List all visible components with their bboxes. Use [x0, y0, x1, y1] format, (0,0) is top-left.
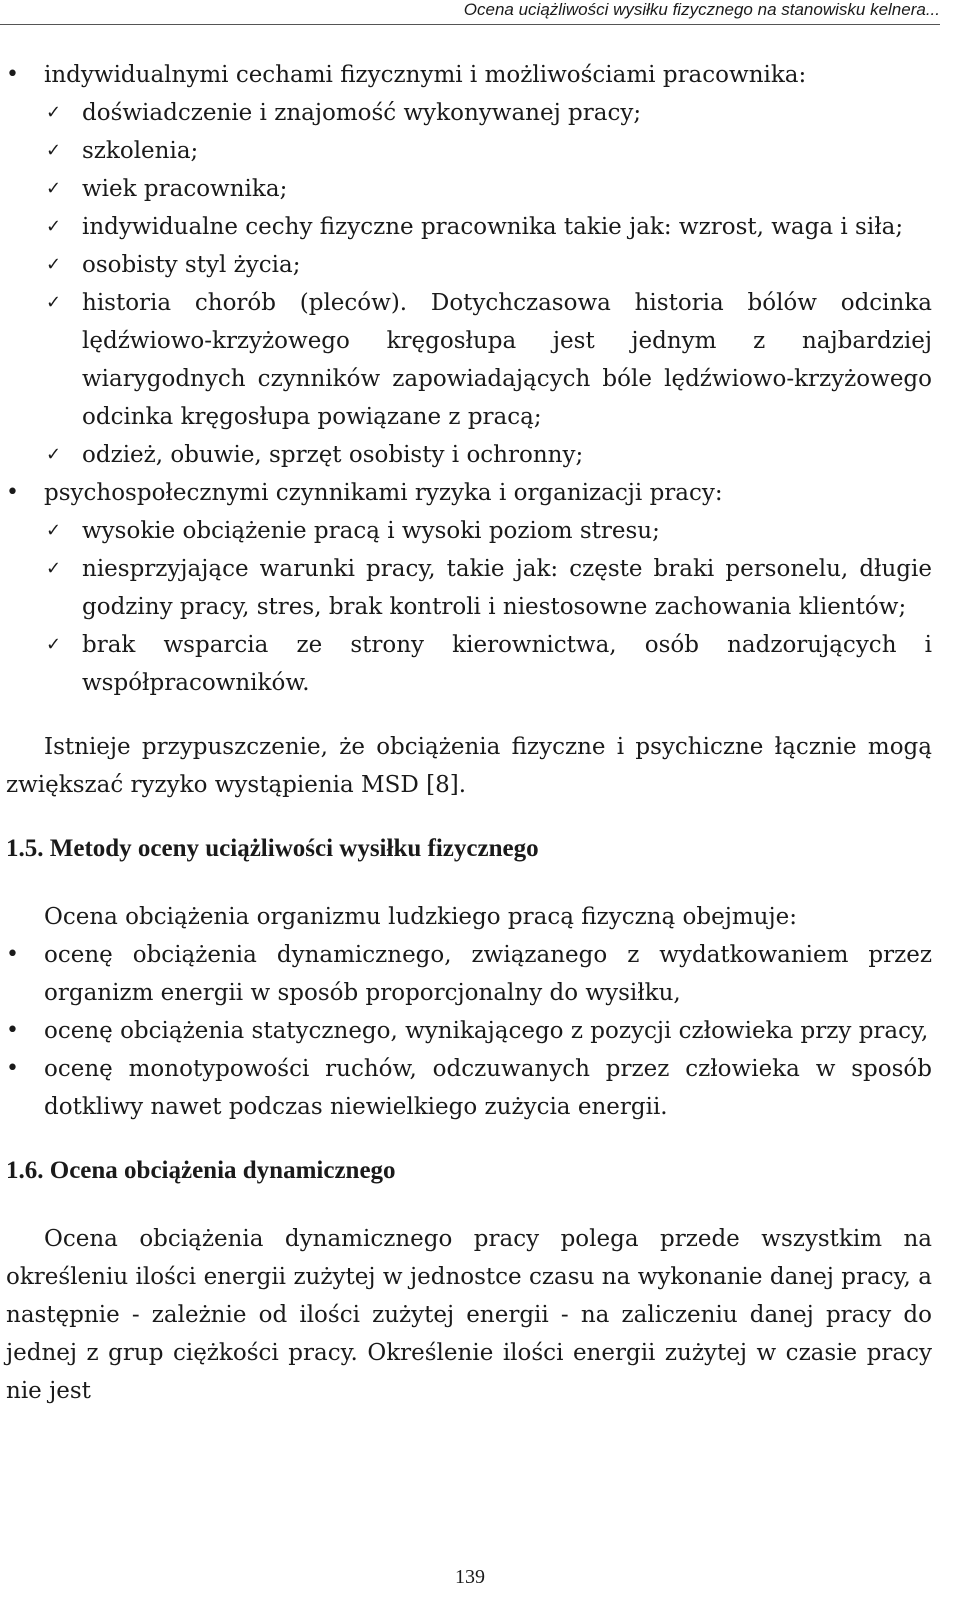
- bullet-icon: •: [6, 1018, 19, 1043]
- list-item: [6, 936, 932, 1012]
- list-item-text: odzież, obuwie, sprzęt osobisty i ochronny;: [82, 442, 584, 468]
- list-item: [6, 170, 932, 208]
- checkmark-icon: ✓: [46, 292, 62, 313]
- section-heading: 1.5. Metody oceny uciążliwości wysiłku fizycznego: [6, 835, 539, 862]
- list-item: [6, 1012, 932, 1050]
- checkmark-icon: ✓: [46, 520, 62, 541]
- list-item-text: wysokie obciążenie pracą i wysoki poziom stresu;: [82, 518, 660, 544]
- list-item: [6, 512, 932, 550]
- list-item: [6, 208, 932, 246]
- list-item-text: brak wsparcia ze strony kierownictwa, osób nadzorujących i współpracowników.: [82, 632, 932, 696]
- list-item-text: osobisty styl życia;: [82, 252, 301, 278]
- checkmark-icon: ✓: [46, 140, 62, 161]
- list-item-text: szkolenia;: [82, 138, 199, 164]
- assessment-list: [6, 936, 932, 1126]
- list-item: [6, 1050, 932, 1126]
- list-item-text: niesprzyjające warunki pracy, takie jak: częste braki personelu, długie godziny pracy, stres, brak kontroli i niestosowne zachowania klientów;: [82, 556, 932, 620]
- paragraph: Ocena obciążenia organizmu ludzkiego pracą fizyczną obejmuje:: [44, 904, 797, 930]
- list-item: [6, 56, 932, 94]
- list-item: [6, 132, 932, 170]
- list-item-text: indywidualne cechy fizyczne pracownika takie jak: wzrost, waga i siła;: [82, 214, 904, 240]
- bullet-icon: •: [6, 480, 19, 505]
- checkmark-icon: ✓: [46, 254, 62, 275]
- list-item-text: doświadczenie i znajomość wykonywanej pracy;: [82, 100, 642, 126]
- list-item-text: wiek pracownika;: [82, 176, 288, 202]
- list-item: [6, 284, 932, 436]
- checkmark-icon: ✓: [46, 216, 62, 237]
- page-body: [6, 56, 932, 1410]
- checkmark-icon: ✓: [46, 444, 62, 465]
- list-item: [6, 436, 932, 474]
- list-item-text: ocenę obciążenia dynamicznego, związanego z wydatkowaniem przez organizm energii w sposób proporcjonalny do wysiłku,: [44, 942, 932, 1006]
- checkmark-icon: ✓: [46, 102, 62, 123]
- list-item-text: ocenę monotypowości ruchów, odczuwanych przez człowieka w sposób dotkliwy nawet podczas niewielkiego zużycia energii.: [44, 1056, 932, 1120]
- list-item-text: ocenę obciążenia statycznego, wynikającego z pozycji człowieka przy pracy,: [44, 1018, 929, 1044]
- list-intro: indywidualnymi cechami fizycznymi i możliwościami pracownika:: [44, 62, 807, 88]
- bullet-icon: •: [6, 1056, 19, 1081]
- page-number: 139: [455, 1566, 485, 1588]
- paragraph: Istnieje przypuszczenie, że obciążenia fizyczne i psychiczne łącznie mogą zwiększać ryzyko wystąpienia MSD [8].: [6, 734, 932, 798]
- list-intro: psychospołecznymi czynnikami ryzyka i organizacji pracy:: [44, 480, 723, 506]
- running-header: Ocena uciążliwości wysiłku fizycznego na stanowisku kelnera...: [0, 0, 940, 25]
- section-heading: 1.6. Ocena obciążenia dynamicznego: [6, 1157, 396, 1184]
- checkmark-icon: ✓: [46, 558, 62, 579]
- list-item: [6, 626, 932, 702]
- list-item: [6, 94, 932, 132]
- bullet-icon: •: [6, 942, 19, 967]
- list-item: [6, 474, 932, 512]
- checkmark-icon: ✓: [46, 178, 62, 199]
- bullet-icon: •: [6, 62, 19, 87]
- list-item: [6, 550, 932, 626]
- list-item-text: historia chorób (pleców). Dotychczasowa historia bólów odcinka lędźwiowo-krzyżowego kręgosłupa jest jednym z najbardziej wiarygodnych czynników zapowiadających bóle lędźwiowo-krzyżowego odcinka kręgosłupa powiązane z pracą;: [82, 290, 932, 430]
- paragraph: Ocena obciążenia dynamicznego pracy polega przede wszystkim na określeniu ilości energii zużytej w jednostce czasu na wykonanie danej pracy, a następnie - zależnie od ilości zużytej energii - na zaliczeniu danej pracy do jednej z grup ciężkości pracy. Określenie ilości energii zużytej w czasie pracy nie jest: [6, 1226, 932, 1404]
- checkmark-icon: ✓: [46, 634, 62, 655]
- list-item: [6, 246, 932, 284]
